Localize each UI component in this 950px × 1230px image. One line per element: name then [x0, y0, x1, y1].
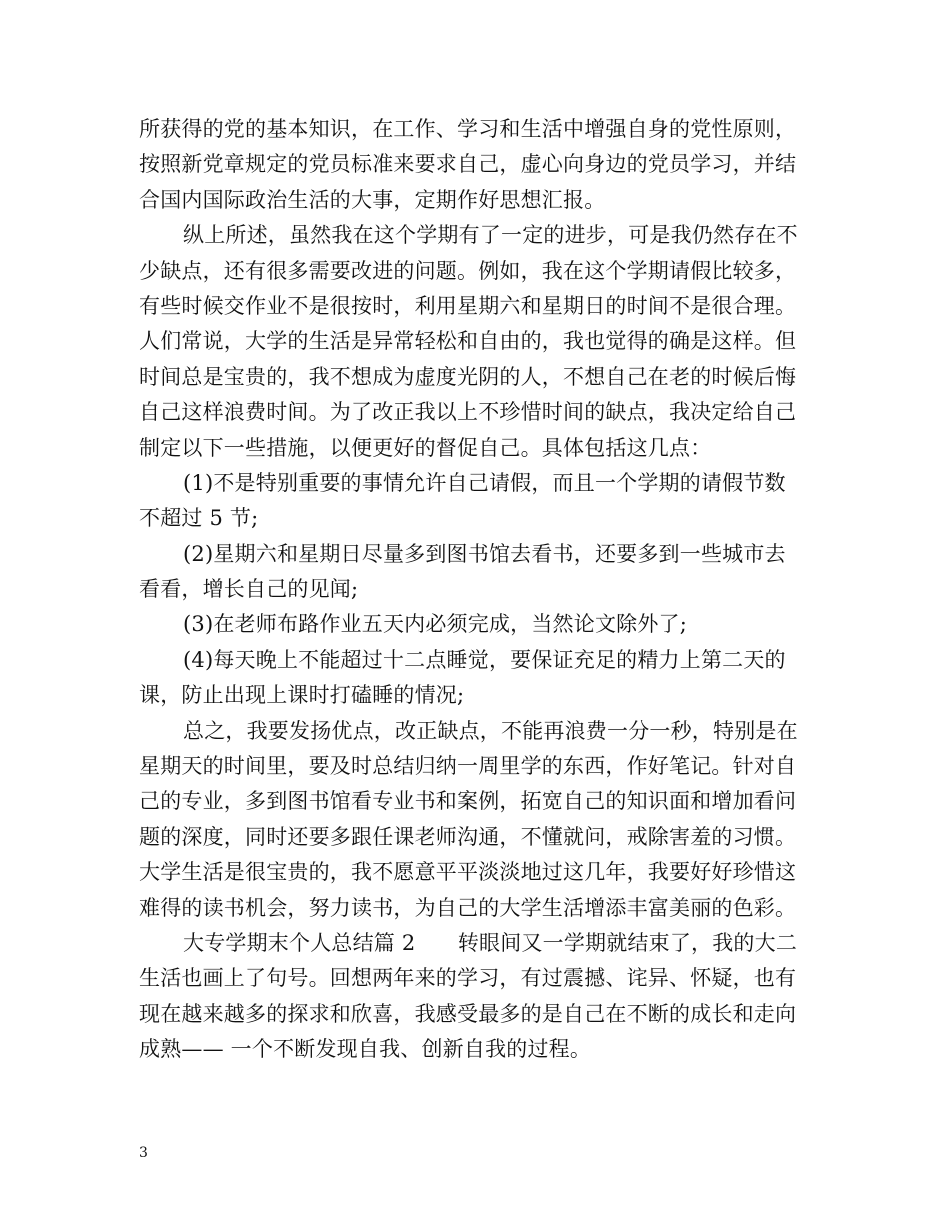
text-line: 星期天的时间里，要及时总结归纳一周里学的东西，作好笔记。针对自 [139, 754, 797, 779]
text-line: 不超过 5 节; [139, 506, 259, 531]
paragraph [139, 607, 819, 642]
paragraph [139, 537, 819, 608]
text-line: 难得的读书机会，努力读书，为自己的大学生活增添丰富美丽的色彩。 [139, 895, 797, 920]
text-line: 少缺点，还有很多需要改进的问题。例如，我在这个学期请假比较多， [139, 258, 797, 283]
text-line: 按照新党章规定的党员标准来要求自己，虚心向身边的党员学习，并结 [139, 152, 797, 177]
text-line: 自己这样浪费时间。为了改正我以上不珍惜时间的缺点，我决定给自己 [139, 400, 797, 425]
document-body [139, 112, 819, 1068]
text-line: 大学生活是很宝贵的，我不愿意平平淡淡地过这几年，我要好好珍惜这 [139, 860, 797, 885]
text-line: 总之，我要发扬优点，改正缺点，不能再浪费一分一秒，特别是在 [183, 718, 798, 743]
paragraph [139, 218, 819, 466]
paragraph [139, 466, 819, 537]
text-line: 看看，增长自己的见闻; [139, 577, 359, 602]
page-number: 3 [139, 1145, 148, 1161]
text-line: 有些时候交作业不是很按时，利用星期六和星期日的时间不是很合理。 [139, 293, 797, 318]
text-line: 纵上所述，虽然我在这个学期有了一定的进步，可是我仍然存在不 [183, 223, 798, 248]
text-line: (3)在老师布路作业五天内必须完成，当然论文除外了; [183, 612, 688, 637]
text-line: 合国内国际政治生活的大事，定期作好思想汇报。 [139, 187, 606, 212]
text-line: 制定以下一些措施，以便更好的督促自己。具体包括这几点： [139, 435, 712, 460]
paragraph [139, 643, 819, 714]
text-line: (1)不是特别重要的事情允许自己请假，而且一个学期的请假节数 [183, 470, 786, 495]
paragraph [139, 112, 819, 218]
text-line: 生活也画上了句号。回想两年来的学习，有过震撼、诧异、怀疑，也有 [139, 966, 797, 991]
text-line: 现在越来越多的探求和欣喜，我感受最多的是自己在不断的成长和走向 [139, 1001, 797, 1026]
text-line: 时间总是宝贵的，我不想成为虚度光阴的人，不想自己在老的时候后悔 [139, 364, 797, 389]
text-line: 题的深度，同时还要多跟任课老师沟通，不懂就问，戒除害羞的习惯。 [139, 824, 797, 849]
text-line: (2)星期六和星期日尽量多到图书馆去看书，还要多到一些城市去 [183, 541, 786, 566]
text-line: 大专学期末个人总结篇 2 转眼间又一学期就结束了，我的大二 [183, 930, 798, 955]
text-line: 课，防止出现上课时打磕睡的情况; [139, 683, 465, 708]
text-line: 成熟—— 一个不断发现自我、创新自我的过程。 [139, 1037, 592, 1062]
paragraph [139, 926, 819, 1068]
text-line: 人们常说，大学的生活是异常轻松和自由的，我也觉得的确是这样。但 [139, 329, 797, 354]
text-line: 己的专业，多到图书馆看专业书和案例，拓宽自己的知识面和增加看问 [139, 789, 797, 814]
text-line: 所获得的党的基本知识，在工作、学习和生活中增强自身的党性原则， [139, 117, 797, 141]
text-line: (4)每天晚上不能超过十二点睡觉，要保证充足的精力上第二天的 [183, 647, 786, 672]
paragraph [139, 714, 819, 926]
